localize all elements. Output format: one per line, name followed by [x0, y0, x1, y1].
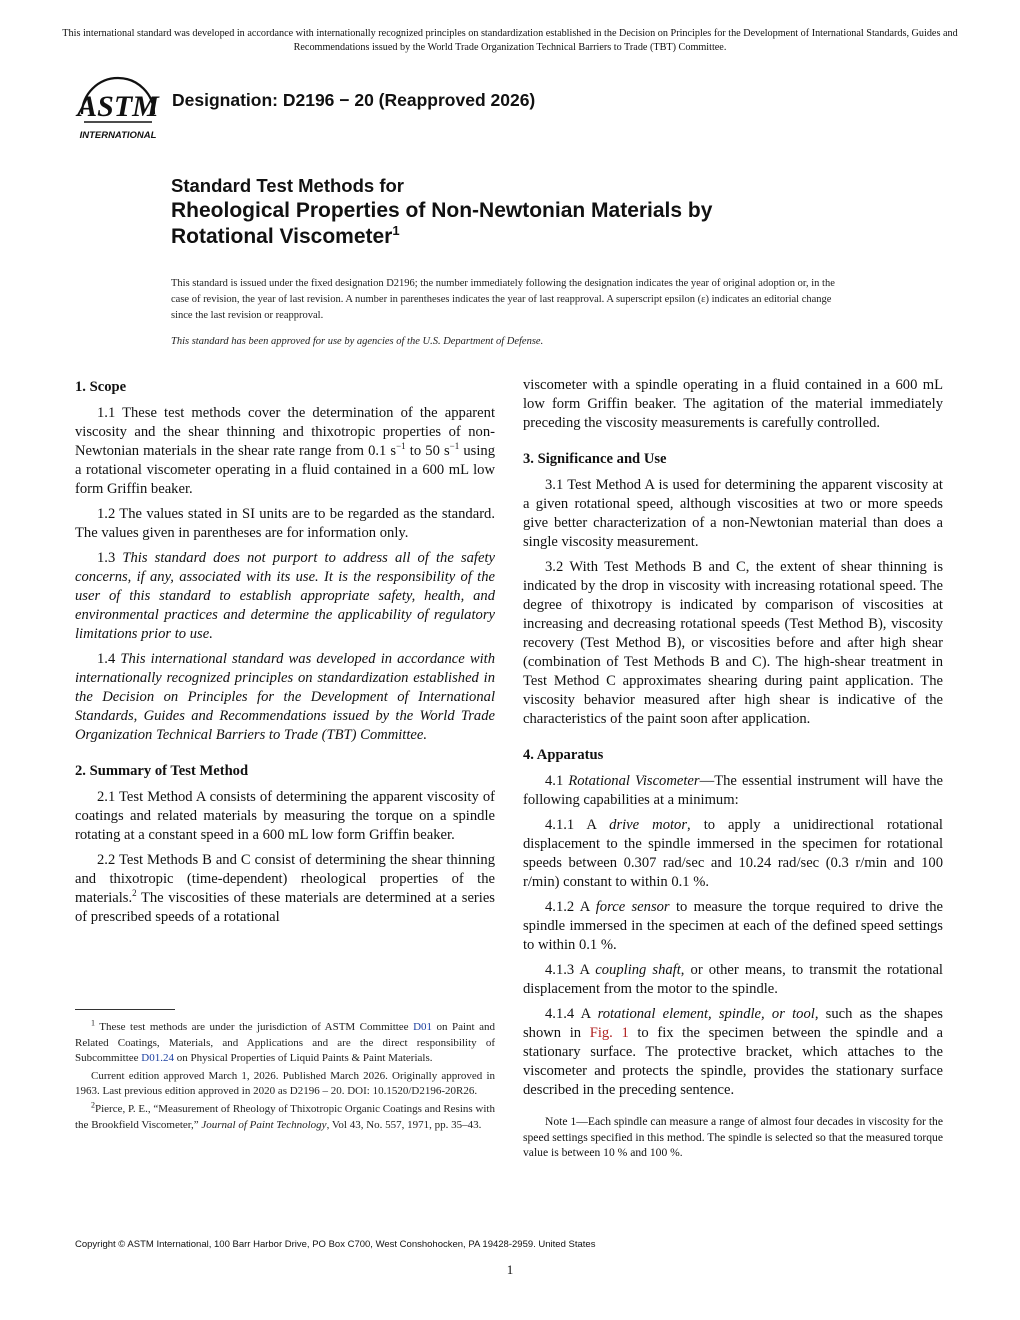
paragraph-2-2: 2.2 Test Methods B and C consist of determining the shear thinning and thixotropic (time-dependent) rheological properties of the materials.$^2$ The viscosities of these materials are determined at a series of prescribed speeds of a rotational	[75, 852, 495, 925]
section-heading-apparatus: 4. Apparatus	[523, 747, 604, 763]
page-number: 1	[506, 1262, 514, 1277]
left-column	[75, 376, 495, 933]
astm-logo-text: ASTM	[77, 90, 159, 123]
designation: Designation: D2196 − 20 (Reapproved 2026)	[172, 90, 536, 110]
paragraph-1-3: 1.3 This standard does not purport to address all of the safety concerns, if any, associated with its use. It is the responsibility of the user of this standard to establish appropriate safety, health, and environmental practices and determine the applicability of regulatory limitations prior to use.	[75, 550, 495, 642]
paragraph-4-1-3: 4.1.3 A coupling shaft, or other means, to transmit the rotational displacement from the motor to the spindle.	[523, 962, 943, 997]
note-1: Note 1—Each spindle can measure a range of almost four decades in viscosity for the speed settings specified in this method. The spindle is selected so that the measured torque value is between 10 % and 100 %.	[523, 1115, 943, 1159]
title-line-1: Standard Test Methods for	[171, 175, 404, 196]
footnotes	[75, 1020, 495, 1135]
astm-logo-subtext: INTERNATIONAL	[79, 130, 157, 141]
paragraph-2-2-continued: viscometer with a spindle operating in a fluid contained in a 600 mL low form Griffin beaker. The agitation of the material immediately preceding the viscosity measurements is carefully controlled.	[523, 377, 943, 431]
defense-statement: This standard has been approved for use by agencies of the U.S. Department of Defense.	[171, 336, 544, 347]
right-column	[523, 376, 943, 1161]
footnote-2: $^2$Pierce, P. E., “Measurement of Rheology of Thixotropic Organic Coatings and Resins with the Brookfield Viscometer,” Journal of Paint Technology, Vol 43, No. 557, 1971, pp. 35–43.	[75, 1100, 495, 1131]
title-line-2: Rheological Properties of Non-Newtonian Materials by	[171, 199, 713, 222]
paragraph-1-2: 1.2 The values stated in SI units are to be regarded as the standard. The values given in parentheses are for information only.	[75, 506, 495, 541]
paragraph-4-1: 4.1 Rotational Viscometer—The essential instrument will have the following capabilities at a minimum:	[523, 773, 944, 808]
paragraph-4-1-4: 4.1.4 A rotational element, spindle, or tool, such as the shapes shown in Fig. 1 to fix the specimen between the spindle and a stationary surface. The protective bracket, which attaches to the viscometer and protects the spindle, provides the stationary surface described in the preceding sentence.	[523, 1006, 943, 1098]
intro-block	[171, 276, 851, 360]
astm-logo	[74, 72, 162, 144]
figure-1-reference-link[interactable]: Fig. 1	[589, 1025, 629, 1041]
paragraph-4-1-2: 4.1.2 A force sensor to measure the torque required to drive the spindle immersed in the specimen at each of the defined speed settings to within 0.1 %.	[523, 899, 943, 953]
section-heading-summary: 2. Summary of Test Method	[75, 763, 249, 779]
document-title	[171, 174, 891, 250]
paragraph-3-1: 3.1 Test Method A is used for determining the apparent viscosity at a given rotational speed, although viscosities at two or more speeds give better characterization of a non-Newtonian material than does a single viscosity measurement.	[523, 477, 943, 550]
paragraph-1-1: 1.1 These test methods cover the determination of the apparent viscosity and the shear thinning and thixotropic properties of non-Newtonian materials in the shear rate range from 0.1 $s^{-1}$ to 50 $s^{-1}$ using a rotational viscometer operating in a fluid contained in a 600 mL low form Griffin beaker.	[75, 405, 495, 497]
title-line-3: Rotational Viscometer	[171, 225, 393, 248]
section-heading-significance: 3. Significance and Use	[523, 451, 667, 467]
paragraph-3-2: 3.2 With Test Methods B and C, the extent of shear thinning is indicated by the drop in viscosity with increasing rotational speed. The degree of thixotropy is indicated by comparison of viscosities at increasing and decreasing rotational speeds (Test Method B), viscosity recovery (Test Method B), or viscosities before and after high shear (combination of Test Methods B and C). The high-shear treatment in Test Method C approximates shearing during paint application. The viscosity behavior measured after high shear is indicative of the characteristics of the paint soon after application.	[523, 559, 943, 727]
issued-statement: This standard is issued under the fixed designation D2196; the number immediately following the designation indicates the year of original adoption or, in the case of revision, the year of last revision. A number in parentheses indicates the year of last reapproval. A superscript epsilon (ε) indicates an editorial change since the last revision or reapproval.	[171, 278, 835, 321]
footnote-divider	[75, 1009, 175, 1010]
committee-d01-link[interactable]: D01	[413, 1021, 433, 1033]
edition-info: Current edition approved March 1, 2026. Published March 2026. Originally approved in 1963. Last previous edition approved in 2020 as D2196 – 20. DOI: 10.1520/D2196-20R26.	[75, 1069, 495, 1098]
subcommittee-d01-24-link[interactable]: D01.24	[141, 1052, 174, 1065]
paragraph-1-4: 1.4 This international standard was developed in accordance with internationally recognized principles on standardization established in the Decision on Principles for the Development of International Standards, Guides and Recommendations issued by the World Trade Organization Technical Barriers to Trade (TBT) Committee.	[75, 651, 496, 743]
paragraph-4-1-1: 4.1.1 A drive motor, to apply a unidirectional rotational displacement to the spindle immersed in the specimen for rotational speeds between 0.307 rad/sec and 10.24 rad/sec (0.3 r/min and 100 r/min) constant to within 0.1 %.	[523, 817, 943, 890]
footnote-1: $^1$ These test methods are under the jurisdiction of ASTM Committee D01 on Paint and Related Coatings, Materials, and Applications and are the direct responsibility of Subcommittee D01.24 on Physical Properties of Liquid Paints & Paint Materials.	[75, 1018, 495, 1065]
standardization-notice: This international standard was developed in accordance with internationally recognized principles on standardization established in the Decision on Principles for the Development of International Standards, Guides and Recommendations issued by the World Trade Organization Technical Barriers to Trade (TBT) Committee.	[62, 28, 958, 53]
section-heading-scope: 1. Scope	[75, 379, 127, 395]
title-footnote-mark: 1	[392, 223, 400, 238]
copyright: Copyright © ASTM International, 100 Barr Harbor Drive, PO Box C700, West Conshohocken, PA 19428-2959. United States	[75, 1239, 596, 1250]
paragraph-2-1: 2.1 Test Method A consists of determining the apparent viscosity of coatings and related materials by measuring the torque on a spindle rotating at a constant speed in a 600 mL low form Griffin beaker.	[75, 789, 495, 843]
